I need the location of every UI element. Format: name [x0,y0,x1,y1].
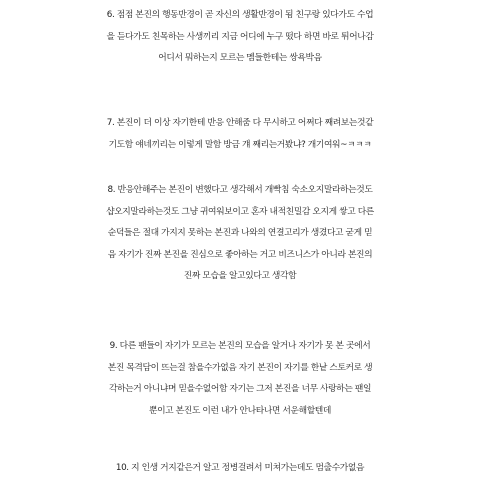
text-line: 순덕들은 절대 가지지 못하는 본진과 나와의 연결고리가 생겼다고 굳게 믿 [107,228,373,238]
text-line: 8. 반응안해주는 본진이 변했다고 생각해서 개빡침 숙소오지말라하는것도 [107,185,373,195]
paragraph-10 [0,458,480,480]
text-line: 을 듣다가도 친목하는 사생끼리 지금 어디에 누구 떴다 하면 바로 튀어나감 [106,31,374,42]
text-line: 본진 목격담이 뜨는걸 참을수가없음 자기 본진이 자기를 한낱 스토커로 생 [107,362,373,373]
text-line: 6. 점점 본진의 행동반경이 곧 자신의 생활반경이 됨 친구랑 있다가도 수업 [106,10,374,20]
text-line: 7. 본진이 더 이상 자기한테 반응 안해줌 다 무시하고 어쩌다 째려보는것같 [106,118,374,128]
text-line: 10. 지 인생 거지같은거 알고 정병걸려서 미쳐가는데도 멈출수가없음 [115,463,365,473]
text-line: 각하는거 아니냐며 믿을수없어함 자기는 그저 본진을 너무 사랑하는 팬일 [108,384,372,394]
text-line: 뿐이고 본진도 이런 내가 안나타나면 서운해할텐데 [148,405,332,416]
paragraph-6 [0,5,480,70]
text-line: 진짜 모습을 알고있다고 생각함 [183,271,297,281]
text-line: 어디서 뭐하는지 모르는 멤들한테는 쌍욕박음 [158,53,322,63]
paragraph-8 [0,180,480,288]
text-line: 샵오지말라하는것도 그냥 귀여워보이고 혼자 내적친밀감 오지게 쌓고 다른 [106,206,374,217]
text-line: 기도함 얘네끼리는 이렇게 말함 방금 걔 째리는거봤냐? 개기여워~ㅋㅋㅋ [108,139,372,150]
text-line: 9. 다른 팬들이 자기가 모르는 본진의 모습을 알거나 자기가 못 본 곳에서 [109,341,371,351]
text-line: 음 자기가 진짜 본진을 진심으로 좋아하는 거고 비즈니스가 아니라 본진의 [107,249,373,260]
paragraph-9 [0,336,480,422]
paragraph-7 [0,113,480,156]
